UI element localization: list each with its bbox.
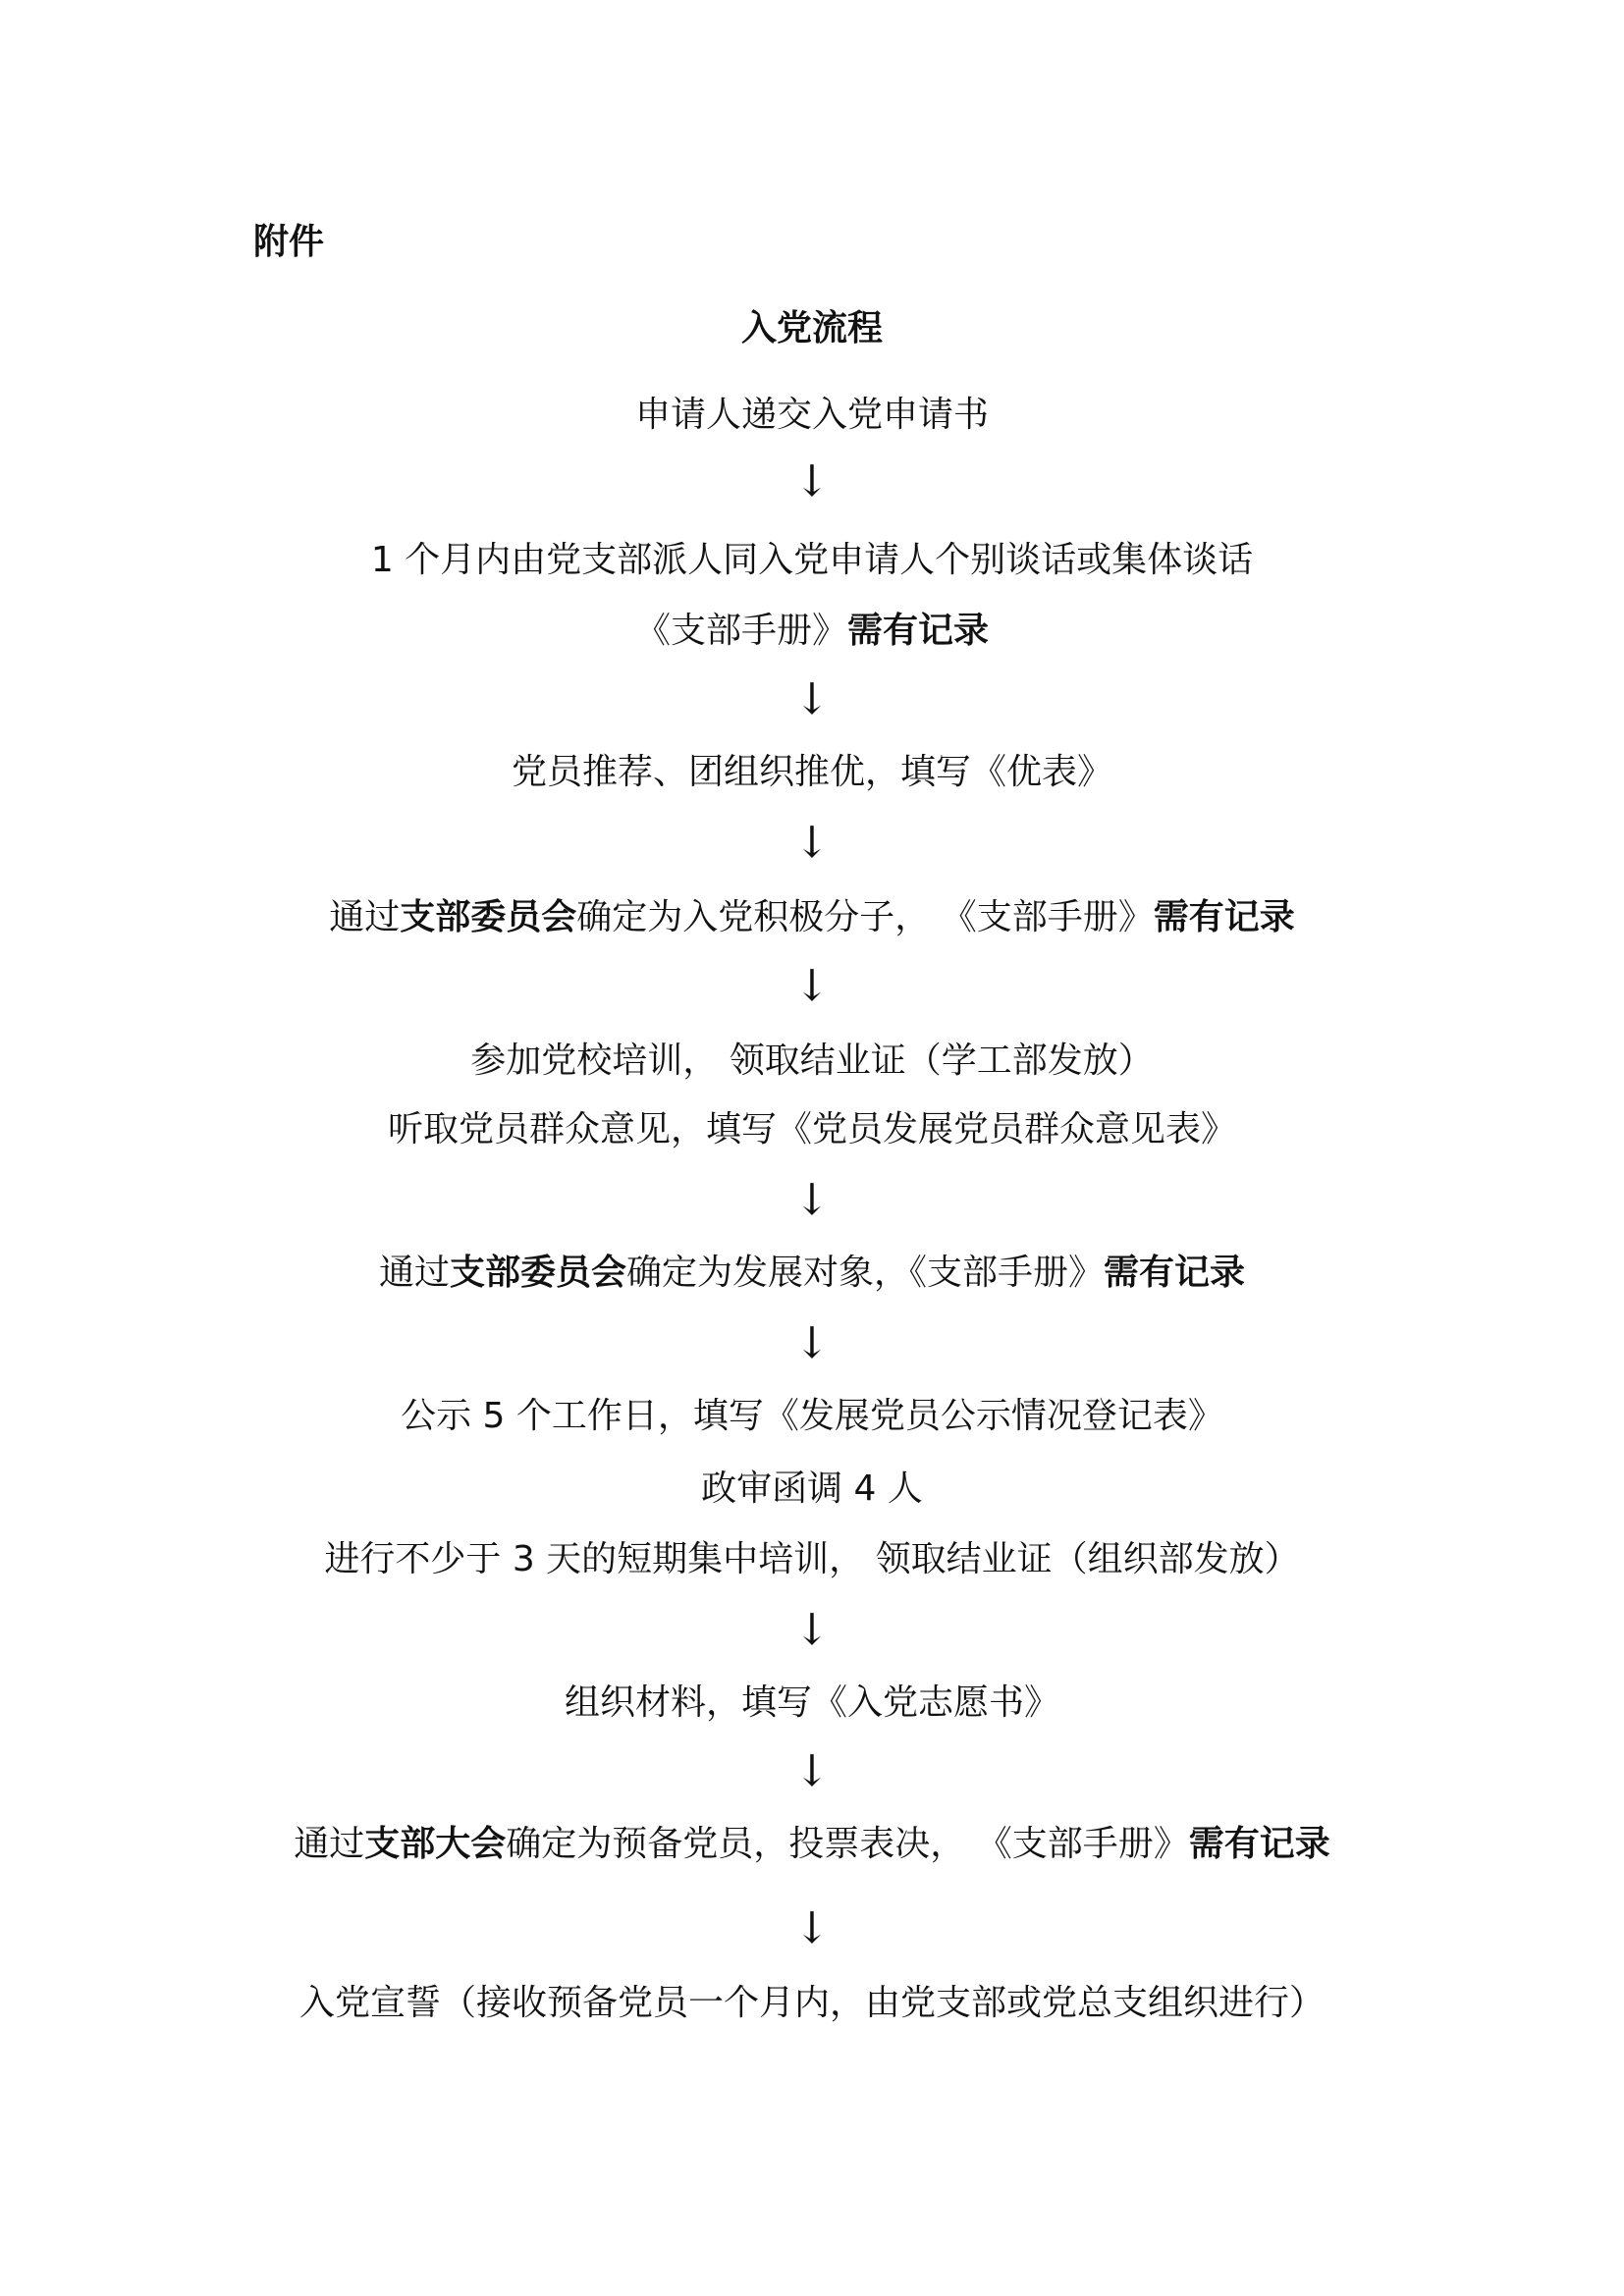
step-oath: 入党宣誓（接收预备党员一个月内，由党支部或党总支组织进行）: [298, 1983, 1325, 2023]
flow-arrow-6: ↓: [793, 1318, 831, 1368]
step-opinions: 听取党员群众意见，填写《党员发展党员群众意见表》: [387, 1109, 1236, 1149]
record-required: 需有记录: [1104, 1253, 1246, 1293]
text-pass: 通过: [378, 1253, 450, 1293]
record-required: 需有记录: [1188, 1824, 1330, 1864]
step-materials: 组织材料，填写《入党志愿书》: [564, 1682, 1059, 1723]
attachment-label: 附件: [253, 222, 325, 262]
step-short-training: 进行不少于 3 天的短期集中培训， 领取结业证（组织部发放）: [324, 1539, 1300, 1579]
record-required: 需有记录: [1153, 897, 1295, 937]
step-activist: [0, 895, 1624, 940]
text-activist: 确定为入党积极分子， 《支部手册》: [576, 897, 1154, 937]
branch-committee: 支部委员会: [449, 1253, 626, 1293]
text-pass: 通过: [329, 897, 401, 937]
branch-committee: 支部委员会: [400, 897, 577, 937]
step-probationary: [0, 1822, 1624, 1867]
document-title: 入党流程: [740, 308, 883, 348]
flow-arrow-8: ↓: [793, 1746, 831, 1796]
step-political-review: 政审函调 4 人: [701, 1468, 923, 1509]
step-development-object: [0, 1251, 1624, 1296]
flow-arrow-9: ↓: [793, 1903, 831, 1953]
step-publicity: 公示 5 个工作日，填写《发展党员公示情况登记表》: [401, 1396, 1223, 1436]
flow-arrow-5: ↓: [793, 1175, 831, 1225]
step-recommend: 党员推荐、团组织推优，填写《优表》: [511, 752, 1112, 792]
step-party-school: 参加党校培训， 领取结业证（学工部发放）: [470, 1041, 1154, 1081]
step-talk-record: [0, 609, 1624, 654]
flow-arrow-7: ↓: [793, 1605, 831, 1655]
step-apply: 申请人递交入党申请书: [634, 395, 989, 435]
text-development: 确定为发展对象，《支部手册》: [626, 1253, 1105, 1293]
handbook-text: 《支部手册》: [634, 611, 847, 651]
branch-general-meeting: 支部大会: [364, 1824, 507, 1864]
text-pass: 通过: [294, 1824, 365, 1864]
text-probationary: 确定为预备党员，投票表决， 《支部手册》: [506, 1824, 1189, 1864]
step-talk: 1 个月内由党支部派人同入党申请人个别谈话或集体谈话: [370, 540, 1254, 580]
flow-arrow-1: ↓: [793, 456, 831, 507]
flow-arrow-4: ↓: [793, 961, 831, 1011]
flow-arrow-3: ↓: [793, 818, 831, 868]
flow-arrow-2: ↓: [793, 674, 831, 724]
record-required: 需有记录: [847, 611, 990, 651]
